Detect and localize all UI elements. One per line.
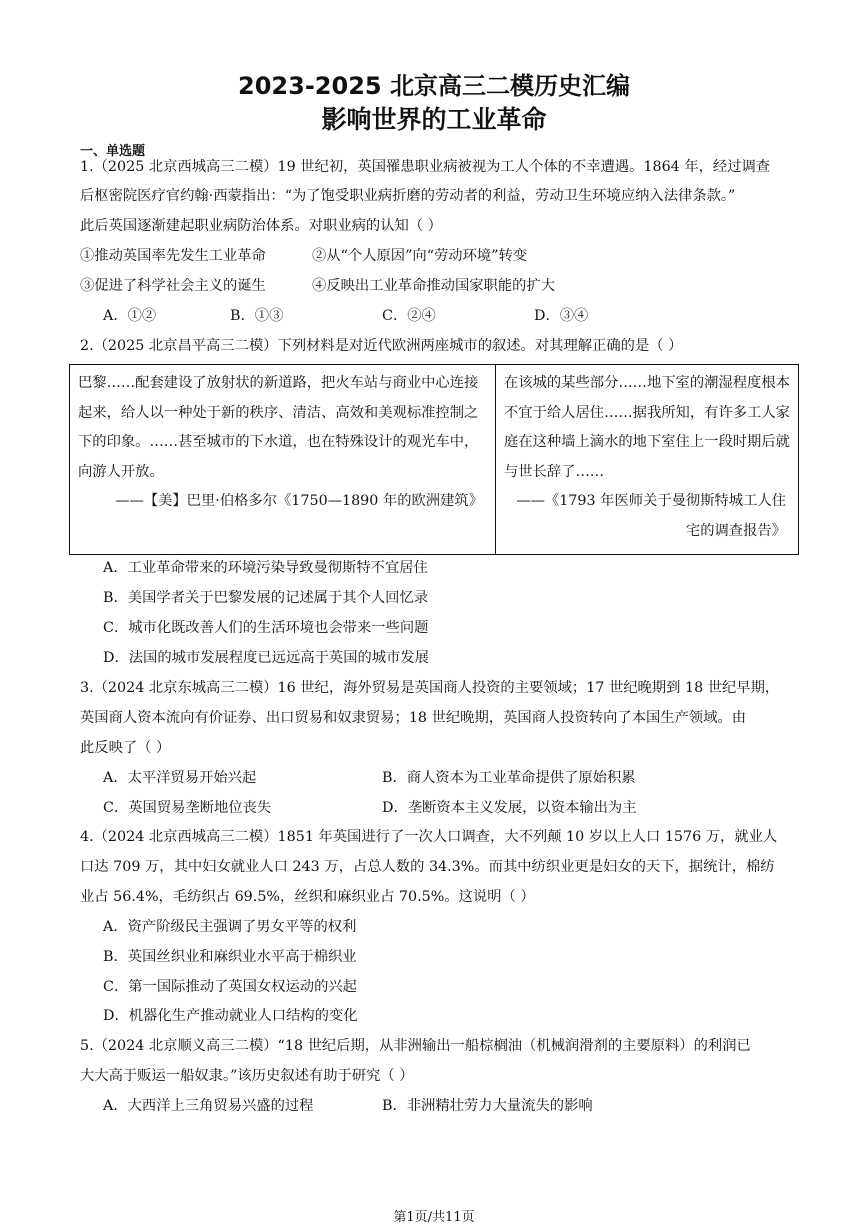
q4-option-c: C．第一国际推动了英国女权运动的兴起	[103, 979, 357, 995]
q1-item-1: ①推动英国率先发生工业革命	[80, 248, 266, 264]
q4-option-d: D．机器化生产推动就业人口结构的变化	[103, 1008, 358, 1024]
section-heading: 一、单选题	[80, 144, 146, 159]
q4-line-2: 口达 709 万，其中妇女就业人口 243 万，占总人数的 34.3%。而其中纺织业更是妇女的天下，据统计，棉纺	[80, 859, 775, 875]
q4-line-3: 业占 56.4%，毛纺织占 69.5%，丝织和麻织业占 70.5%。这说明（ ）	[80, 889, 535, 905]
q1-option-a: A．①②	[103, 308, 157, 324]
q5-option-b: B．非洲精壮劳力大量流失的影响	[382, 1098, 593, 1114]
q2-material-table	[69, 364, 799, 555]
q5-line-1: 5.（2024 北京顺义高三二模）“18 世纪后期，从非洲输出一船棕榈油（机械润滑剂的主要原料）的利润已	[80, 1038, 751, 1054]
q1-line-1: 1.（2025 北京西城高三二模）19 世纪初，英国罹患职业病被视为工人个体的不幸遭遇。1864 年，经过调查	[80, 159, 771, 175]
q2-right-cell	[496, 365, 799, 555]
q2-option-b: B．美国学者关于巴黎发展的记述属于其个人回忆录	[103, 590, 429, 606]
q4-line-1: 4.（2024 北京西城高三二模）1851 年英国进行了一次人口调查，大不列颠 10 岁以上人口 1576 万，就业人	[80, 829, 778, 845]
q3-option-a: A．太平洋贸易开始兴起	[103, 770, 257, 786]
q5-line-2: 大大高于贩运一船奴隶。”该历史叙述有助于研究（ ）	[80, 1068, 414, 1084]
document-subtitle: 影响世界的工业革命	[321, 105, 547, 134]
document-title: 2023-2025 北京高三二模历史汇编	[238, 72, 630, 100]
q1-item-2: ②从“个人原因”向“劳动环境”转变	[312, 248, 528, 264]
q3-line-3: 此反映了（ ）	[80, 740, 171, 756]
q3-line-2: 英国商人资本流向有价证券、出口贸易和奴隶贸易；18 世纪晚期，英国商人投资转向了本国生产领域。由	[80, 710, 747, 726]
q2-option-a: A．工业革命带来的环境污染导致曼彻斯特不宜居住	[103, 560, 428, 576]
q1-item-3: ③促进了科学社会主义的诞生	[80, 278, 266, 294]
q1-option-d: D．③④	[534, 308, 589, 324]
q1-line-2: 后枢密院医疗官约翰·西蒙指出：“为了饱受职业病折磨的劳动者的利益，劳动卫生环境应纳入法律条款。”	[80, 188, 736, 204]
q2-left-cell	[70, 365, 496, 555]
q1-option-b: B．①③	[230, 308, 284, 324]
q2-option-c: C．城市化既改善人们的生活环境也会带来一些问题	[103, 620, 429, 636]
q2-left-source: ——【美】巴里·伯格多尔《1750—1890 年的欧洲建筑》	[115, 493, 483, 509]
page-number: 第1页/共11页	[393, 1210, 475, 1225]
q1-option-c: C．②④	[382, 308, 436, 324]
q5-option-a: A．大西洋上三角贸易兴盛的过程	[103, 1098, 314, 1114]
q2-right-source: ——《1793 年医师关于曼彻斯特城工人住宅的调查报告》	[516, 493, 786, 539]
q1-item-4: ④反映出工业革命推动国家职能的扩大	[312, 278, 556, 294]
q3-option-b: B．商人资本为工业革命提供了原始积累	[382, 770, 636, 786]
q2-right-text: 在该城的某些部分……地下室的潮湿程度根本不宜于给人居住……据我所知，有许多工人家庭在这种墙上滴水的地下室住上一段时期后就与世长辞了……	[504, 375, 790, 480]
q4-option-a: A．资产阶级民主强调了男女平等的权利	[103, 919, 357, 935]
q2-stem: 2.（2025 北京昌平高三二模）下列材料是对近代欧洲两座城市的叙述。对其理解正确的是（ ）	[80, 338, 683, 354]
q3-option-d: D．垄断资本主义发展，以资本输出为主	[382, 800, 637, 816]
q1-line-3: 此后英国逐渐建起职业病防治体系。对职业病的认知（ ）	[80, 218, 442, 234]
q4-option-b: B．英国丝织业和麻织业水平高于棉织业	[103, 949, 357, 965]
q3-option-c: C．英国贸易垄断地位丧失	[103, 800, 272, 816]
q2-left-text: 巴黎……配套建设了放射状的新道路，把火车站与商业中心连接起来，给人以一种处于新的秩序、清洁、高效和美观标准控制之下的印象。……甚至城市的下水道，也在特殊设计的观光车中，向游人开放。	[78, 375, 479, 480]
q3-line-1: 3.（2024 北京东城高三二模）16 世纪，海外贸易是英国商人投资的主要领域；17 世纪晚期到 18 世纪早期，	[80, 680, 780, 696]
q2-option-d: D．法国的城市发展程度已远远高于英国的城市发展	[103, 650, 429, 666]
